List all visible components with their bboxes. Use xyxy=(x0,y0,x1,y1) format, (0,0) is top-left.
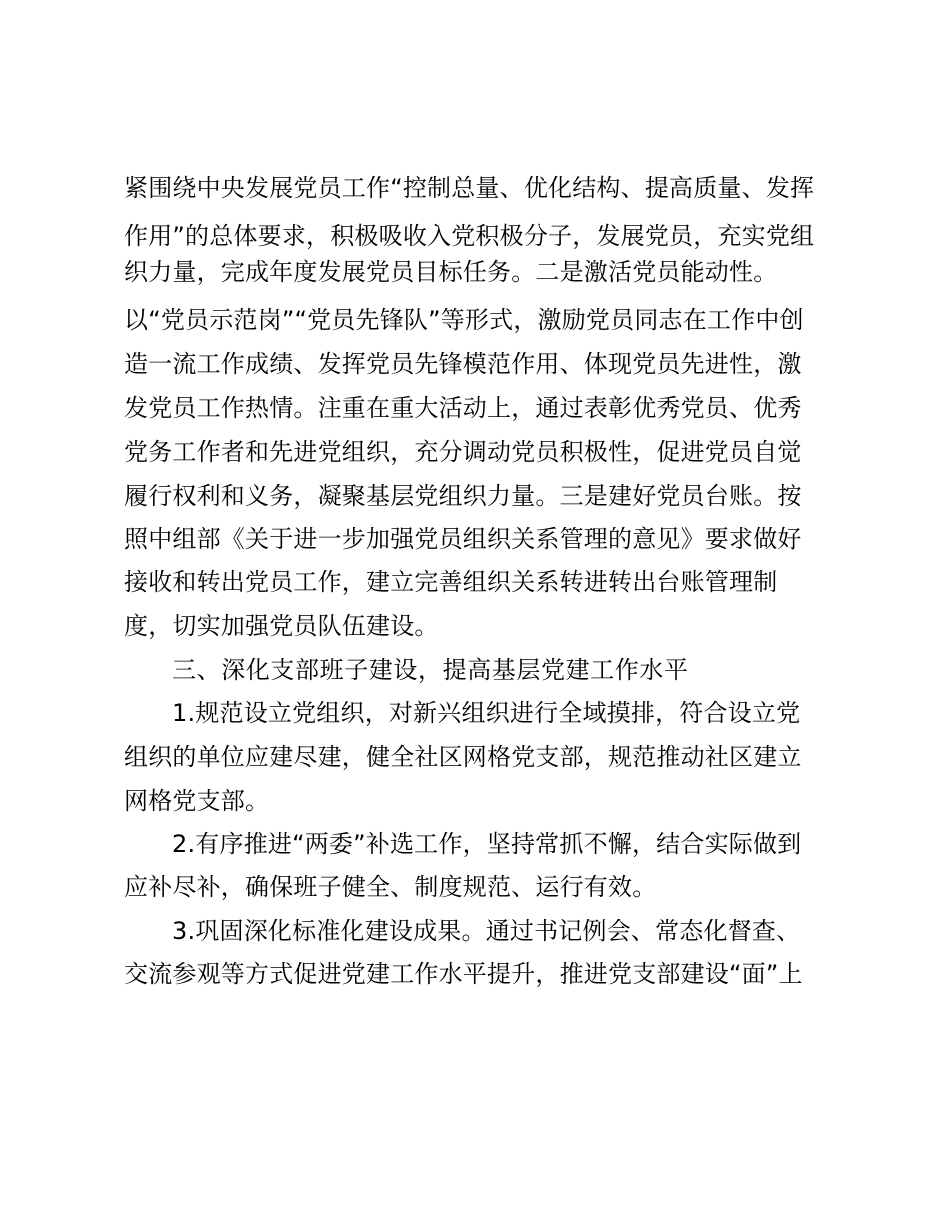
section-heading: 三、深化支部班子建设，提高基层党建工作水平 xyxy=(172,656,689,684)
item1-line-2: 组织的单位应建尽建，健全社区网格党支部，规范推动社区建立 xyxy=(124,743,802,771)
item1-line-1: 1.规范设立党组织，对新兴组织进行全域摸排，符合设立党 xyxy=(172,699,801,727)
item2-line-1: 2.有序推进“两委”补选工作，坚持常抓不懈，结合实际做到 xyxy=(172,830,802,858)
body-line-4: 以“党员示范岗”“党员先锋队”等形式，激励党员同志在工作中创 xyxy=(124,306,804,334)
item3-line-2: 交流参观等方式促进党建工作水平提升，推进党支部建设“面”上 xyxy=(124,960,803,988)
item1-line-3: 网格党支部。 xyxy=(124,787,270,815)
body-line-8: 履行权利和义务，凝聚基层党组织力量。三是建好党员台账。按 xyxy=(124,482,802,510)
body-line-11: 度，切实加强党员队伍建设。 xyxy=(124,612,439,640)
body-line-3: 织力量，完成年度发展党员目标任务。二是激活党员能动性。 xyxy=(124,258,778,286)
body-line-5: 造一流工作成绩、发挥党员先锋模范作用、体现党员先进性，激 xyxy=(124,350,802,378)
item3-line-1: 3.巩固深化标准化建设成果。通过书记例会、常态化督查、 xyxy=(172,917,801,945)
body-line-7: 党务工作者和先进党组织，充分调动党员积极性，促进党员自觉 xyxy=(124,438,802,466)
body-line-2: 作用”的总体要求，积极吸收入党积极分子，发展党员，充实党组 xyxy=(124,222,815,250)
item2-line-2: 应补尽补，确保班子健全、制度规范、运行有效。 xyxy=(124,873,657,901)
body-line-10: 接收和转出党员工作，建立完善组织关系转进转出台账管理制 xyxy=(124,568,778,596)
body-line-6: 发党员工作热情。注重在重大活动上，通过表彰优秀党员、优秀 xyxy=(124,394,802,422)
body-line-9: 照中组部《关于进一步加强党员组织关系管理的意见》要求做好 xyxy=(124,525,802,553)
body-line-1: 紧围绕中央发展党员工作“控制总量、优化结构、提高质量、发挥 xyxy=(124,174,815,202)
